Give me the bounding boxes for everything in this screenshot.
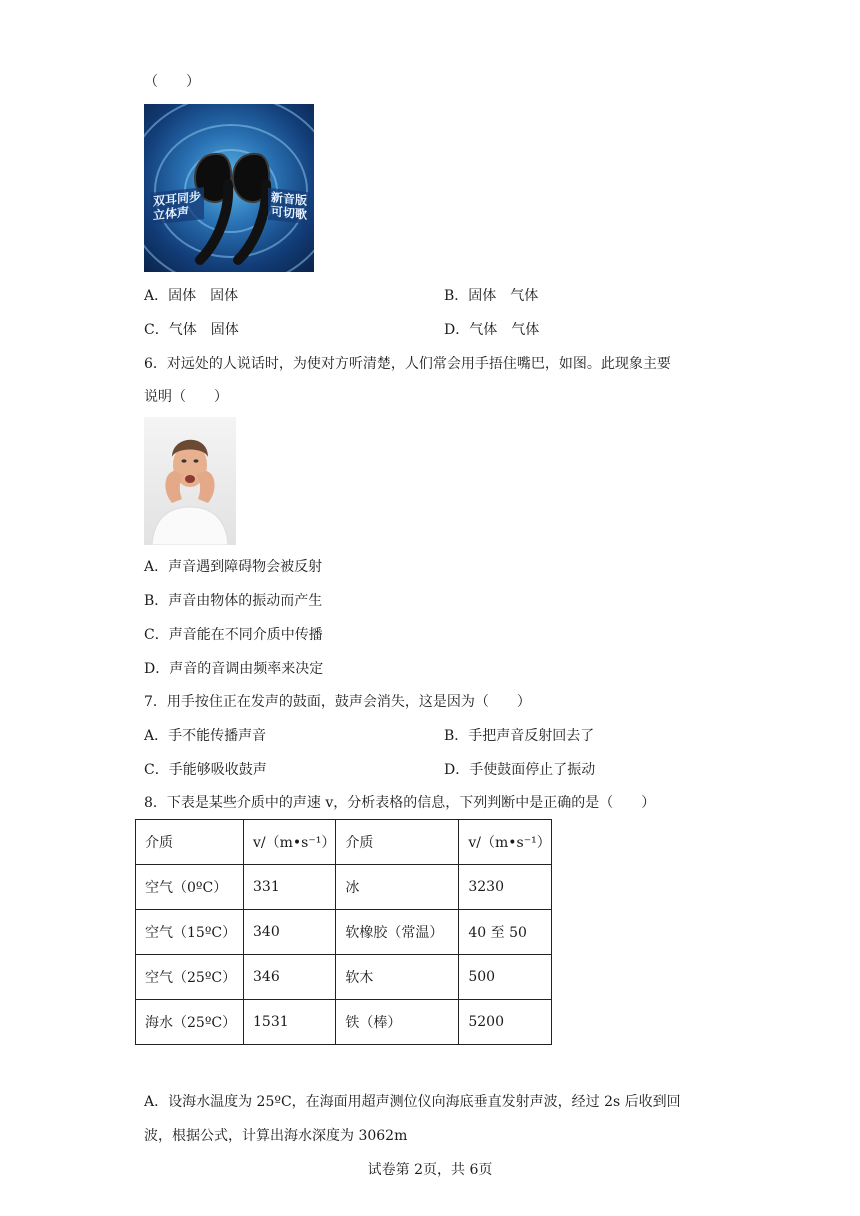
earphone-image (144, 104, 314, 272)
table-header-cell: 介质 (336, 820, 459, 865)
table-cell: 软木 (336, 955, 459, 1000)
table-cell: 500 (459, 955, 551, 1000)
image-caption-left: 双耳同步 立体声 (150, 187, 204, 225)
shouting-person-image (144, 417, 236, 545)
q7-option-c[interactable]: C．手能够吸收鼓声 (144, 762, 267, 778)
table-row (136, 955, 552, 1000)
table-header-cell: v/（m•s⁻¹） (459, 820, 551, 865)
q8-option-a-line2[interactable]: 波，根据公式，计算出海水深度为 3062m (144, 1128, 408, 1144)
table-cell: 3230 (459, 865, 551, 910)
table-cell: 空气（15ºC） (136, 910, 244, 955)
q7-option-a[interactable]: A．手不能传播声音 (144, 728, 267, 744)
page-footer: 试卷第 2页，共 6页 (367, 1162, 493, 1178)
earphone-icon (144, 104, 314, 272)
q7-option-b[interactable]: B．手把声音反射回去了 (444, 728, 595, 744)
q6-option-c[interactable]: C．声音能在不同介质中传播 (144, 627, 323, 643)
q5-option-d[interactable]: D．气体 气体 (444, 322, 540, 338)
q6-option-a[interactable]: A．声音遇到障碍物会被反射 (144, 559, 323, 575)
table-cell: 5200 (459, 1000, 551, 1045)
q5-option-b[interactable]: B．固体 气体 (444, 288, 539, 304)
table-cell: 空气（25ºC） (136, 955, 244, 1000)
q5-option-c[interactable]: C．气体 固体 (144, 322, 239, 338)
person-icon (144, 417, 236, 545)
q6-stem-line1: 6．对远处的人说话时，为使对方听清楚，人们常会用手捂住嘴巴，如图。此现象主要 (144, 356, 671, 372)
table-cell: 346 (244, 955, 336, 1000)
table-cell: 软橡胶（常温） (336, 910, 459, 955)
q6-option-d[interactable]: D．声音的音调由频率来决定 (144, 661, 324, 677)
table-cell: 空气（0ºC） (136, 865, 244, 910)
table-header-cell: v/（m•s⁻¹） (244, 820, 336, 865)
table-cell: 冰 (336, 865, 459, 910)
table-cell: 340 (244, 910, 336, 955)
q6-option-b[interactable]: B．声音由物体的振动而产生 (144, 593, 323, 609)
table-row (136, 1000, 552, 1045)
table-cell: 331 (244, 865, 336, 910)
table-header-row (136, 820, 552, 865)
q8-stem: 8．下表是某些介质中的声速 v，分析表格的信息，下列判断中是正确的是（ ） (144, 795, 656, 811)
sound-speed-table (135, 819, 552, 1045)
q8-option-a-line1[interactable]: A．设海水温度为 25ºC，在海面用超声测位仪向海底垂直发射声波，经过 2s 后收到回 (144, 1094, 681, 1110)
table-cell: 1531 (244, 1000, 336, 1045)
table-cell: 海水（25ºC） (136, 1000, 244, 1045)
q6-stem-line2: 说明（ ） (144, 389, 228, 405)
q7-option-d[interactable]: D．手使鼓面停止了振动 (444, 762, 596, 778)
table-cell: 40 至 50 (459, 910, 551, 955)
table-cell: 铁（棒） (336, 1000, 459, 1045)
q5-option-a[interactable]: A．固体 固体 (144, 288, 239, 304)
table-row (136, 910, 552, 955)
table-header-cell: 介质 (136, 820, 244, 865)
image-caption-right: 新音版 可切歌 (268, 188, 310, 224)
table-row (136, 865, 552, 910)
question-5-answer-blank: （ ） (144, 74, 200, 90)
q7-stem: 7．用手按住正在发声的鼓面，鼓声会消失，这是因为（ ） (144, 694, 531, 710)
